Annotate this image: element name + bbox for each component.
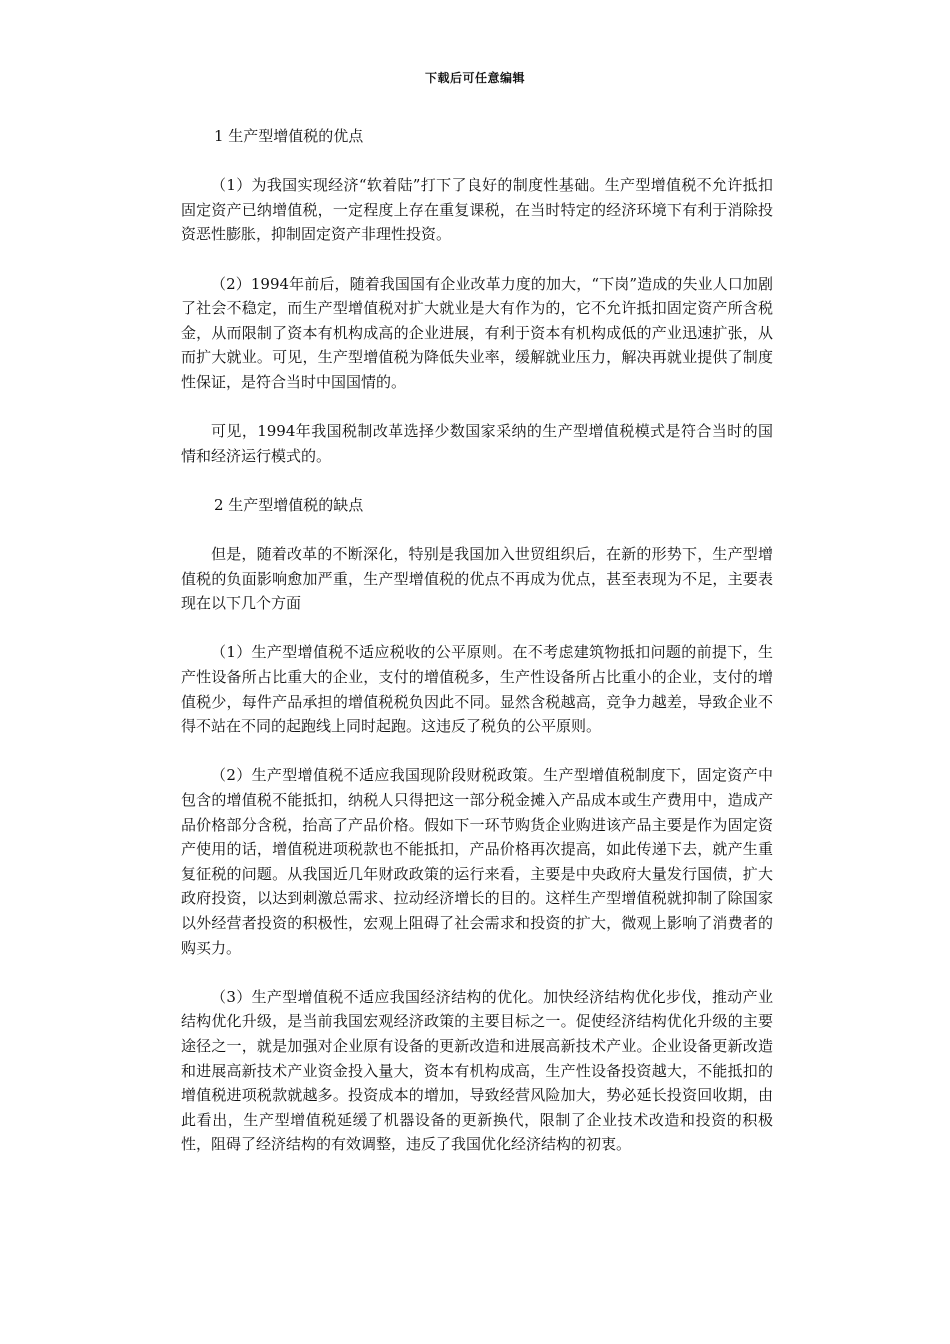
paragraph: 可见，1994年我国税制改革选择少数国家采纳的生产型增值税模式是符合当时的国情和经济运行模式的。 bbox=[181, 422, 773, 465]
paragraph-gap bbox=[181, 616, 773, 641]
section-heading: 1 生产型增值税的优点 bbox=[214, 127, 364, 145]
paragraph: （3）生产型增值税不适应我国经济结构的优化。加快经济结构优化步伐，推动产业结构优化升级，是当前我国宏观经济政策的主要目标之一。促使经济结构优化升级的主要途径之一，就是加强对企业原有设备的更新改造和进展高新技术产业。企业设备更新改造和进展高新技术产业资金投入量大，资本有机构成高，生产性设备投资越大，不能抵扣的增值税进项税款就越多。投资成本的增加，导致经营风险加大，势必延长投资回收期，由此看出，生产型增值税延缓了机器设备的更新换代，限制了企业技术改造和投资的积极性，阻碍了经济结构的有效调整，违反了我国优化经济结构的初衷。 bbox=[181, 987, 773, 1154]
paragraph: （1）生产型增值税不适应税收的公平原则。在不考虑建筑物抵扣问题的前提下，生产性设备所占比重大的企业，支付的增值税多，生产性设备所占比重小的企业，支付的增值税少，每件产品承担的增值税税负因此不同。显然含税越高，竞争力越差，导致企业不得不站在不同的起跑线上同时起跑。这违反了税负的公平原则。 bbox=[181, 643, 773, 736]
paragraph-gap bbox=[181, 739, 773, 764]
paragraph: （2）1994年前后，随着我国国有企业改革力度的加大，“下岗”造成的失业人口加剧了社会不稳定，而生产型增值税对扩大就业是大有作为的，它不允许抵扣固定资产所含税金，从而限制了资本有机构成高的企业进展，有利于资本有机构成低的产业迅速扩张，从而扩大就业。可见，生产型增值税为降低失业率，缓解就业压力，解决再就业提供了制度性保证，是符合当时中国国情的。 bbox=[181, 274, 773, 391]
document-body bbox=[181, 124, 773, 1157]
paragraph-gap bbox=[181, 468, 773, 493]
paragraph-gap bbox=[181, 518, 773, 543]
section-heading: 2 生产型增值税的缺点 bbox=[214, 495, 364, 514]
paragraph: （1）为我国实现经济“软着陆”打下了良好的制度性基础。生产型增值税不允许抵扣固定资产已纳增值税，一定程度上存在重复课税，在当时特定的经济环境下有利于消除投资恶性膨胀，抑制固定资产非理性投资。 bbox=[181, 176, 773, 244]
paragraph-gap bbox=[181, 395, 773, 420]
page-header: 下载后可任意编辑 bbox=[424, 71, 525, 85]
paragraph-gap bbox=[181, 247, 773, 272]
paragraph-gap bbox=[181, 960, 773, 985]
paragraph: 但是，随着改革的不断深化，特别是我国加入世贸组织后，在新的形势下，生产型增值税的负面影响愈加严重，生产型增值税的优点不再成为优点，甚至表现为不足，主要表现在以下几个方面 bbox=[181, 545, 773, 613]
paragraph-gap bbox=[181, 149, 773, 174]
paragraph: （2）生产型增值税不适应我国现阶段财税政策。生产型增值税制度下，固定资产中包含的增值税不能抵扣，纳税人只得把这一部分税金摊入产品成本或生产费用中，造成产品价格部分含税，抬高了产品价格。假如下一环节购货企业购进该产品主要是作为固定资产使用的话，增值税进项税款也不能抵扣，产品价格再次提高，如此传递下去，就产生重复征税的问题。从我国近几年财政政策的运行来看，主要是中央政府大量发行国债，扩大政府投资，以达到刺激总需求、拉动经济增长的目的。这样生产型增值税就抑制了除国家以外经营者投资的积极性，宏观上阻碍了社会需求和投资的扩大，微观上影响了消费者的购买力。 bbox=[181, 766, 773, 957]
